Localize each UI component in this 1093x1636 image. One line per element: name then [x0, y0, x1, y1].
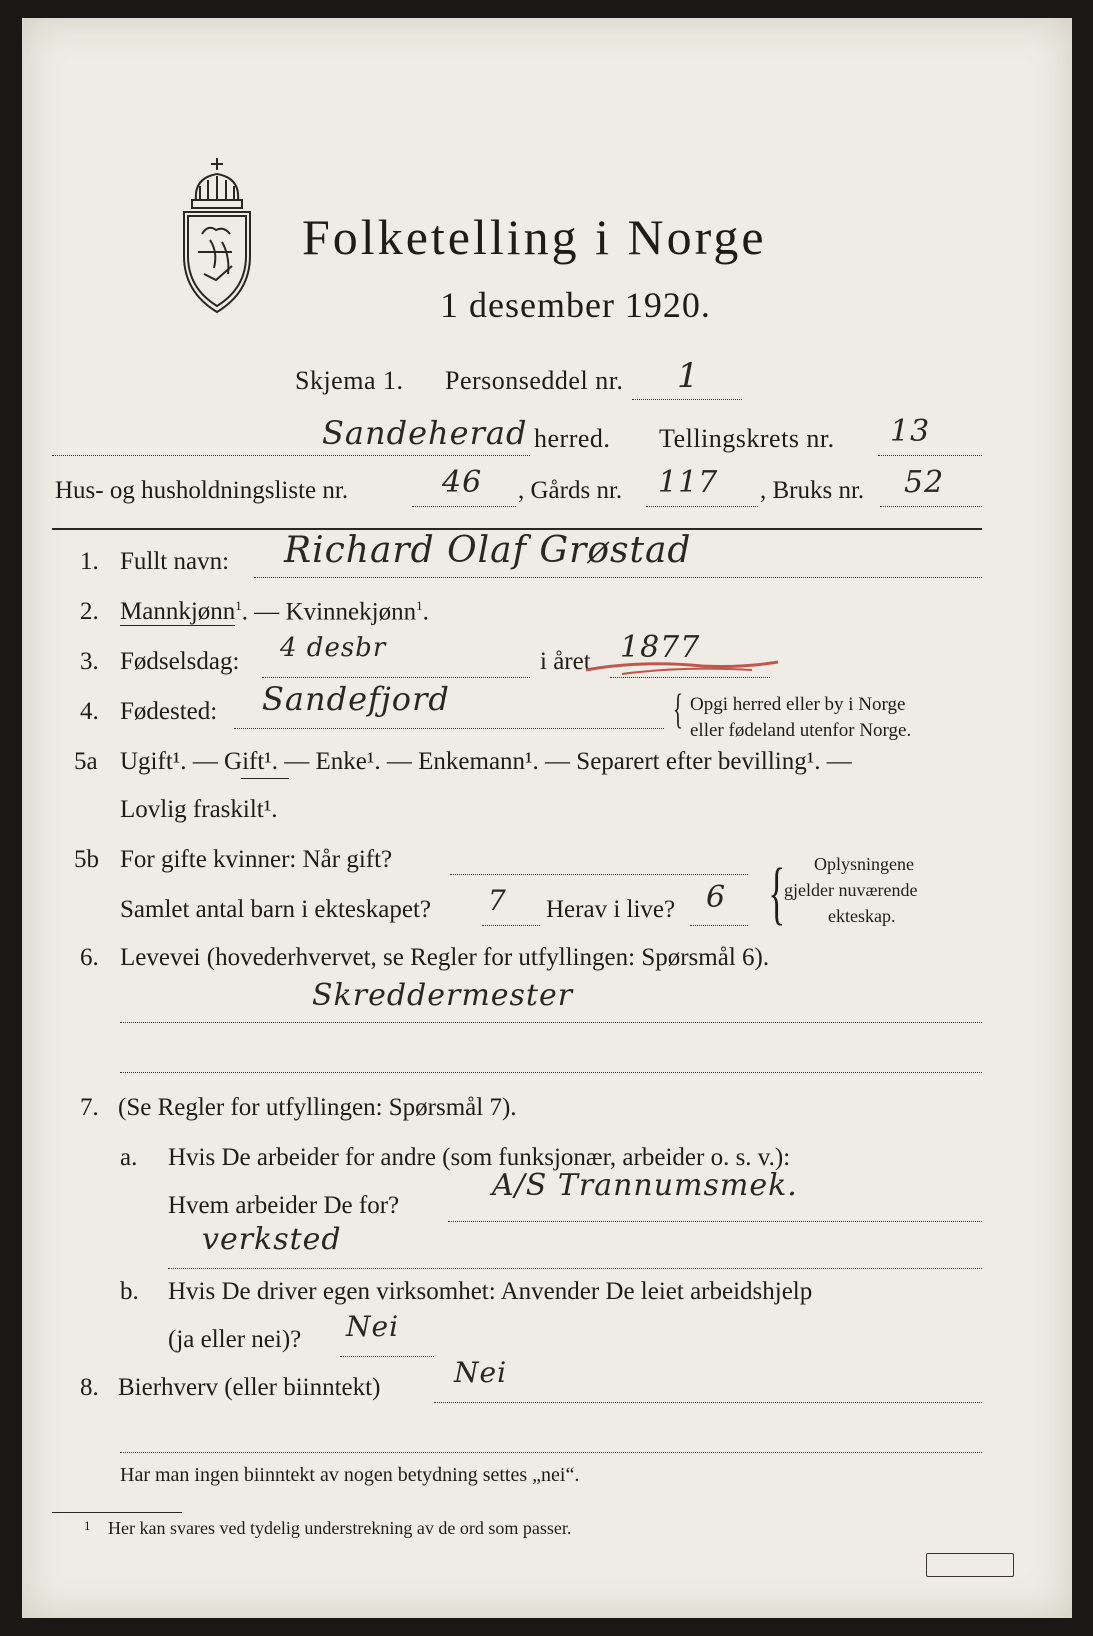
herred-value: Sandeherad	[322, 414, 528, 452]
footnote-rule	[52, 1512, 182, 1513]
husliste-label: Hus- og husholdningsliste nr.	[55, 477, 349, 504]
q6-label: Levevei (hovederhvervet, se Regler for utfyllingen: Spørsmål 6).	[120, 944, 770, 971]
q4-line	[234, 728, 664, 729]
q4-label: Fødested:	[120, 698, 218, 725]
q5b-ilive-value: 6	[706, 880, 727, 915]
q3-aret-value: 1877	[620, 630, 701, 665]
q1-number: 1.	[80, 548, 99, 575]
q7b-value: Nei	[346, 1310, 400, 1343]
q2-sup-2: 1	[416, 598, 423, 613]
q2-sup: 1	[235, 598, 242, 613]
q7a-value1: A/S Trannumsmek.	[492, 1168, 798, 1203]
tellingskrets-value: 13	[890, 414, 931, 449]
footnote-mark: 1	[84, 1518, 91, 1533]
q4-note-line1: Opgi herred eller by i Norge	[690, 694, 906, 715]
q8-line2	[120, 1452, 982, 1453]
income-note: Har man ingen biinntekt av nogen betydning settes „nei“.	[120, 1464, 580, 1486]
q7b-line	[340, 1356, 434, 1357]
q5b-note-brace: {	[768, 855, 786, 932]
q1-value: Richard Olaf Grøstad	[284, 530, 692, 571]
bruks-value: 52	[904, 465, 945, 500]
q2-number: 2.	[80, 598, 99, 625]
footnote-text: Her kan svares ved tydelig understrekning av de ord som passer.	[108, 1518, 572, 1538]
q8-value: Nei	[454, 1356, 508, 1389]
herred-line	[52, 455, 530, 456]
q2-end: .	[422, 598, 429, 626]
printer-stamp	[926, 1553, 1014, 1577]
q5b-number: 5b	[74, 846, 99, 873]
q7a-letter: a.	[120, 1144, 138, 1171]
husliste-value: 46	[442, 465, 483, 500]
herred-label: herred.	[534, 424, 611, 453]
husliste-line	[412, 506, 516, 507]
red-strike-mark	[582, 656, 782, 676]
personseddel-line	[632, 399, 742, 400]
gards-label: , Gårds nr.	[518, 477, 623, 504]
q3-number: 3.	[80, 648, 99, 675]
q7a-line1: Hvis De arbeider for andre (som funksjonær, arbeider o. s. v.):	[168, 1144, 791, 1171]
q6-line1	[120, 1022, 982, 1023]
q7-label: (Se Regler for utfyllingen: Spørsmål 7).	[118, 1094, 517, 1121]
q8-line1	[434, 1402, 982, 1403]
q7b-line1: Hvis De driver egen virksomhet: Anvender De leiet arbeidshjelp	[168, 1278, 813, 1305]
personseddel-value: 1	[677, 356, 700, 396]
gards-line	[646, 506, 758, 507]
personseddel-label: Personseddel nr.	[445, 366, 624, 395]
q2-options	[120, 598, 429, 626]
q1-line	[254, 577, 982, 578]
q5a-line1: Ugift¹. — Gift¹. — Enke¹. — Enkemann¹. — Separert efter bevilling¹. —	[120, 748, 852, 775]
q5b-gift-line	[450, 874, 748, 875]
q6-number: 6.	[80, 944, 99, 971]
q5b-barn-line	[482, 925, 540, 926]
q6-value: Skreddermester	[312, 978, 574, 1013]
q7a-line-a	[448, 1221, 982, 1222]
q3-day-line	[262, 677, 530, 678]
q7a-line2: Hvem arbeider De for?	[168, 1192, 400, 1219]
q7-number: 7.	[80, 1094, 99, 1121]
gards-value: 117	[658, 465, 719, 500]
census-form-sheet	[22, 18, 1072, 1618]
q3-value: 4 desbr	[280, 633, 387, 663]
q7b-letter: b.	[120, 1278, 139, 1305]
q3-aret-line	[610, 677, 770, 678]
q6-line2	[120, 1072, 982, 1073]
q4-value: Sandefjord	[262, 680, 450, 718]
q7a-line-b	[168, 1268, 982, 1269]
bruks-line	[880, 506, 982, 507]
q2-mann: Mannkjønn	[120, 598, 236, 626]
norway-coat-of-arms-icon	[174, 156, 260, 316]
q1-label: Fullt navn:	[120, 548, 230, 575]
q8-number: 8.	[80, 1374, 99, 1401]
q2-sep: . —	[241, 598, 286, 626]
q5b-label2: Samlet antal barn i ekteskapet?	[120, 896, 431, 923]
q5b-label1: For gifte kvinner: Når gift?	[120, 846, 393, 873]
q4-note-line2: eller fødeland utenfor Norge.	[690, 720, 912, 741]
census-date: 1 desember 1920.	[440, 285, 711, 325]
q2-kvinne: Kvinnekjønn	[285, 598, 417, 626]
q7b-line2: (ja eller nei)?	[168, 1326, 302, 1353]
form-title: Folketelling i Norge	[302, 209, 767, 265]
tellingskrets-line	[878, 455, 982, 456]
q5a-line2: Lovlig fraskilt¹.	[120, 796, 278, 823]
tellingskrets-label: Tellingskrets nr.	[659, 424, 835, 453]
q5b-note-line2: gjelder nuværende	[784, 880, 918, 900]
q5b-ilive-line	[690, 925, 748, 926]
q3-aret-label: i året	[540, 648, 591, 675]
q4-note-brace: {	[673, 687, 684, 733]
schema-label: Skjema 1.	[295, 366, 404, 395]
q5b-note-line3: ekteskap.	[828, 906, 896, 926]
gift-underline	[241, 778, 289, 779]
bruks-label: , Bruks nr.	[760, 477, 865, 504]
q8-label: Bierhverv (eller biinntekt)	[118, 1374, 381, 1401]
q5b-ilive-label: Herav i live?	[546, 896, 676, 923]
q5a-number: 5a	[74, 748, 98, 775]
q5b-note-line1: Oplysningene	[814, 854, 914, 874]
q4-number: 4.	[80, 698, 99, 725]
q3-label: Fødselsdag:	[120, 648, 240, 675]
q7a-value2: verksted	[202, 1222, 342, 1257]
q5b-barn-value: 7	[488, 884, 507, 917]
